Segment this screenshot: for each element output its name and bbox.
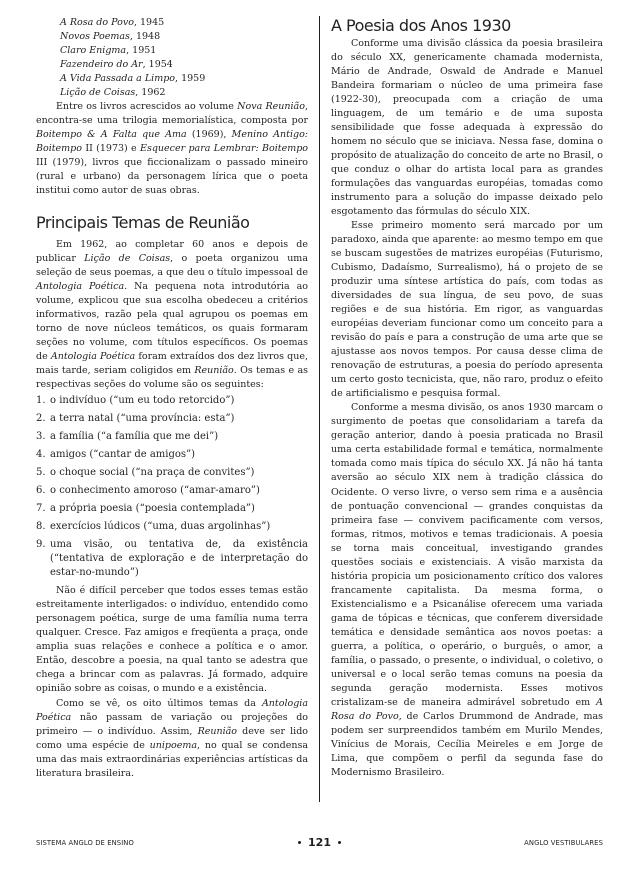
paragraph-anos-1930: Conforme a mesma divisão, os anos 1930 marcam o surgimento de poetas que consolidariam a tarefa da geração anterior, dando à poesia praticada no Brasil uma certa estabilidade formal e temática, normalmente tomada como mais típica do século XX. Já não há tanta aversão ao século XIX nem à tradição clássica do Ocidente. O verso livre, o verso sem rima e a ausência de pontuação convencional — grandes conquistas da primeira fase — convivem pacificamente com versos, formas, ritmos, motivos e temas tradicionais. A poesia se torna mais conceitual, investigando grandes questões sociais e existenciais. A visão marxista da história propicia um posicionamento crítico dos valores francamente capitalista. Da mesma forma, o Existencialismo e a Psicanálise oferecem uma variada gama de tópicas e técnicas, que conferem diversidade temática e densidade semântica aos novos poetas: a guerra, a política, o operário, o burguês, o amor, a família, o passado, o presente, o individual, o coletivo, o universal e o local serão temas comuns na poesia da segunda geração modernista. Esses motivos cristalizam-se de maneira admirável sobretudo em A Rosa do Povo, de Carlos Drummond de Andrade, mas podem ser surpreendidos também em Murilo Mendes, Vinícius de Morais, Cecília Meireles e em Jorge de Lima, que compõem o perfil da segunda fase do Modernismo Brasileiro.: [331, 402, 603, 778]
section-heading-temas: Principais Temas de Reunião: [36, 213, 250, 233]
section-heading-anos-1930: A Poesia dos Anos 1930: [331, 16, 511, 35]
column-divider: [319, 16, 320, 802]
book-item: A Vida Passada a Limpo, 1959: [60, 73, 206, 85]
list-item: 7. a própria poesia (“poesia contemplada”): [36, 503, 255, 515]
paragraph-trilogy: Entre os livros acrescidos ao volume Nova Reunião, encontra-se uma trilogia memorialística, composta por Boitempo & A Falta que Ama (1969), Menino Antigo: Boitempo II (1973) e Esquecer para Lembrar: Boitempo III (1979), livros que ficcionalizam o passado mineiro (rural e urbano) da personagem lírica que o poeta institui como autor de suas obras.: [36, 101, 308, 197]
list-item: 3. a família (“a família que me dei”): [36, 431, 219, 443]
list-item: 4. amigos (“cantar de amigos”): [36, 449, 196, 461]
paragraph-paradoxo: Esse primeiro momento será marcado por um paradoxo, ainda que aparente: ao mesmo tempo em que se buscam sugestões de matrizes européias (Futurismo, Cubismo, Dadaísmo, Surrealismo), há o projeto de se produzir uma síntese artística do país, com todas as diversidades de sua língua, de seu povo, de suas regiões e de sua história. Em rigor, as vanguardas européias deveriam funcionar como um conceito para a revisão do país e para a construção de uma arte que se ajustasse aos novos tempos. Por causa desse clima de renovação de estruturas, a poesia do período apresenta um certo gosto tecnicista, que, não raro, produz o efeito de artificialismo e pesquisa formal.: [331, 220, 603, 400]
list-item: 8. exercícios lúdicos (“uma, duas argolinhas”): [36, 521, 271, 533]
footer-series: ANGLO VESTIBULARES: [524, 839, 603, 847]
list-item: 1. o indivíduo (“um eu todo retorcido”): [36, 395, 235, 407]
book-item: Novos Poemas, 1948: [60, 31, 161, 43]
list-item: 9. uma visão, ou tentativa de, da existência (“tentativa de exploração e de interpretação do estar-no-mundo”): [36, 539, 308, 579]
right-column: [331, 16, 603, 780]
book-item: A Rosa do Povo, 1945: [60, 17, 165, 28]
page-footer: [36, 837, 603, 849]
book-item: Fazendeiro do Ar, 1954: [60, 59, 173, 71]
paragraph-antologia: Em 1962, ao completar 60 anos e depois de publicar Lição de Coisas, o poeta organizou uma seleção de seus poemas, a que deu o título impessoal de Antologia Poética. Na pequena nota introdutória ao volume, explicou que sua escolha obedeceu a critérios informativos, razão pela qual agrupou os poemas em torno de nove núcleos temáticos, os quais formaram seções no volume, com títulos específicos. Os poemas de Antologia Poética foram extraídos dos dez livros que, mais tarde, seriam coligidos em Reunião. Os temas e as respectivas seções do volume são os seguintes:: [36, 239, 308, 391]
bullet-icon: [298, 841, 301, 844]
list-item: 6. o conhecimento amoroso (“amar-amaro”): [36, 485, 260, 497]
bullet-icon: [338, 841, 341, 844]
left-column: [36, 16, 308, 781]
book-item: Claro Enigma, 1951: [60, 45, 157, 57]
books-list: [60, 16, 308, 100]
list-item: 5. o choque social (“na praça de convites”): [36, 467, 255, 479]
list-item: 2. a terra natal (“uma província: esta”): [36, 413, 235, 425]
paragraph-divisao: Conforme uma divisão clássica da poesia brasileira do século XX, genericamente chamada modernista, Mário de Andrade, Oswald de Andrade e Manuel Bandeira formariam o núcleo de uma primeira fase (1922-30), preocupada com a criação de uma linguagem, de um temário e de uma suposta sensibilidade que fosse adequada à expressão do homem no século que se iniciava. Nessa fase, domina o propósito de atualização do conceito de arte no Brasil, o que conduz o olhar do artista local para as grandes formulações das vanguardas européias, tomadas como instrumento para a solução do impasse deixado pelo esgotamento das fórmulas do século XIX.: [331, 38, 603, 218]
book-item: Lição de Coisas, 1962: [60, 87, 166, 99]
paragraph-unipoema: Como se vê, os oito últimos temas da Antologia Poética não passam de variação ou projeções do primeiro — o indivíduo. Assim, Reunião deve ser lido como uma espécie de unipoema, no qual se condensa uma das mais extraordinárias experiências artísticas da literatura brasileira.: [36, 697, 308, 779]
page-number: 121: [36, 836, 603, 849]
footer-publisher: SISTEMA ANGLO DE ENSINO: [36, 839, 134, 847]
themes-list: [36, 394, 308, 580]
paragraph-interligados: Não é difícil perceber que todos esses temas estão estreitamente interligados: o indivíduo, entendido como personagem poética, surge de uma família numa terra qualquer. Cresce. Faz amigos e freqüenta a praça, onde amplia suas relações e conhece a política e o amor. Então, descobre a poesia, na qual tanto se adestra que chega a brincar com as palavras. Já formado, adquire opinião sobre as coisas, o mundo e a existência.: [36, 585, 308, 695]
